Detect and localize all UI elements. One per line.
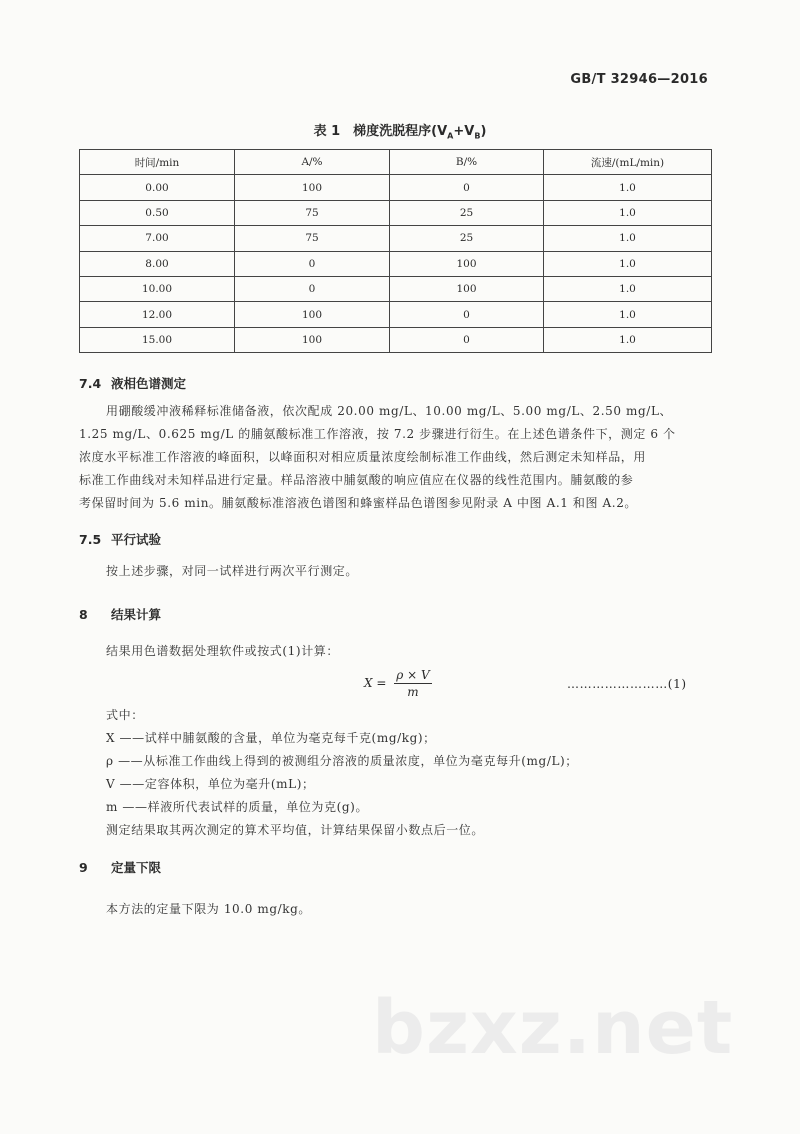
- table-cell: 1.0: [544, 276, 712, 301]
- equation-number: ……………………(1): [567, 677, 687, 691]
- table-cell: 75: [235, 200, 390, 225]
- table-cell: 0: [235, 251, 390, 276]
- formula-numerator: ρ × V: [396, 668, 430, 682]
- result-note: 测定结果取其两次测定的算术平均值，计算结果保留小数点后一位。: [106, 823, 485, 837]
- column-header-flow: 流速/(mL/min): [544, 150, 712, 175]
- table-cell: 10.00: [80, 276, 235, 301]
- table-row: [80, 276, 712, 301]
- formula-denominator: m: [407, 685, 419, 699]
- section-title: 结果计算: [111, 607, 162, 622]
- definition-x: X ——试样中脯氨酸的含量，单位为毫克每千克(mg/kg)；: [106, 731, 436, 745]
- table-title: 表 1 梯度洗脱程序$(V_A+V_B)$: [313, 124, 487, 141]
- table-cell: 25: [390, 226, 544, 251]
- formula-lhs: X =: [364, 676, 387, 690]
- section-7-5-body: 按上述步骤，对同一试样进行两次平行测定。: [106, 564, 359, 578]
- table-cell: 25: [390, 200, 544, 225]
- table-cell: 0: [235, 276, 390, 301]
- table-cell: 1.0: [544, 226, 712, 251]
- table-cell: 8.00: [80, 251, 235, 276]
- section-7-4-body: [79, 400, 719, 515]
- section-number: 7.4: [79, 376, 102, 391]
- section-title: 平行试验: [111, 532, 162, 547]
- table-cell: 1.0: [544, 175, 712, 200]
- paragraph-line: 浓度水平标准工作溶液的峰面积，以峰面积对相应质量浓度绘制标准工作曲线，然后测定未知样品，用: [79, 450, 647, 464]
- table-cell: 0: [390, 302, 544, 327]
- table-cell: 12.00: [80, 302, 235, 327]
- table-cell: 7.00: [80, 226, 235, 251]
- table-cell: 1.0: [544, 302, 712, 327]
- table-cell: 1.0: [544, 327, 712, 352]
- section-number: 8: [79, 607, 88, 622]
- definition-v: V ——定容体积，单位为毫升(mL)；: [106, 777, 315, 791]
- table-row: [80, 251, 712, 276]
- section-7-4-heading: [79, 374, 186, 392]
- table-cell: 15.00: [80, 327, 235, 352]
- formula-intro: 结果用色谱数据处理软件或按式(1)计算：: [106, 644, 339, 658]
- section-7-5-heading: [79, 530, 161, 548]
- table-cell: 100: [235, 175, 390, 200]
- table-row: [80, 200, 712, 225]
- table-cell: 75: [235, 226, 390, 251]
- formula-definitions: [106, 704, 726, 842]
- section-9-body: 本方法的定量下限为 10.0 mg/kg。: [106, 902, 312, 916]
- table-cell: 0.00: [80, 175, 235, 200]
- paragraph-line: 用硼酸缓冲液稀释标准储备液，依次配成 20.00 mg/L、10.00 mg/L、5.00 mg/L、2.50 mg/L、: [106, 404, 673, 418]
- table-cell: 1.0: [544, 251, 712, 276]
- section-8-heading: [79, 605, 161, 623]
- table-cell: 1.0: [544, 200, 712, 225]
- section-title: 定量下限: [111, 860, 162, 875]
- column-header-a: A/%: [235, 150, 390, 175]
- table-row: [80, 302, 712, 327]
- section-number: 9: [79, 860, 88, 875]
- table-row: [80, 175, 712, 200]
- section-9-heading: [79, 858, 161, 876]
- column-header-b: B/%: [390, 150, 544, 175]
- formula-fraction: [394, 668, 431, 699]
- table-header-row: [80, 150, 712, 175]
- table-row: [80, 226, 712, 251]
- table-cell: 100: [235, 327, 390, 352]
- table-cell: 0: [390, 175, 544, 200]
- paragraph-line: 1.25 mg/L、0.625 mg/L 的脯氨酸标准工作溶液，按 7.2 步骤进行衍生。在上述色谱条件下，测定 6 个: [79, 427, 676, 441]
- where-label: 式中：: [106, 708, 144, 722]
- definition-rho: ρ ——从标准工作曲线上得到的被测组分溶液的质量浓度，单位为毫克每升(mg/L)；: [106, 754, 578, 768]
- formula: [364, 668, 432, 699]
- paragraph-line: 标准工作曲线对未知样品进行定量。样品溶液中脯氨酸的响应值应在仪器的线性范围内。脯氨酸的参: [79, 473, 634, 487]
- column-header-time: 时间/min: [80, 150, 235, 175]
- gradient-elution-table: [79, 149, 712, 353]
- table-cell: 0: [390, 327, 544, 352]
- watermark: bzxz.net: [372, 985, 734, 1071]
- paragraph-line: 考保留时间为 5.6 min。脯氨酸标准溶液色谱图和蜂蜜样品色谱图参见附录 A 中图 A.1 和图 A.2。: [79, 496, 638, 510]
- section-title: 液相色谱测定: [111, 376, 187, 391]
- table-cell: 100: [235, 302, 390, 327]
- standard-code: GB/T 32946—2016: [570, 72, 708, 87]
- definition-m: m ——样液所代表试样的质量，单位为克(g)。: [106, 800, 369, 814]
- table-row: [80, 327, 712, 352]
- table-cell: 100: [390, 251, 544, 276]
- table-cell: 0.50: [80, 200, 235, 225]
- table-cell: 100: [390, 276, 544, 301]
- section-number: 7.5: [79, 532, 102, 547]
